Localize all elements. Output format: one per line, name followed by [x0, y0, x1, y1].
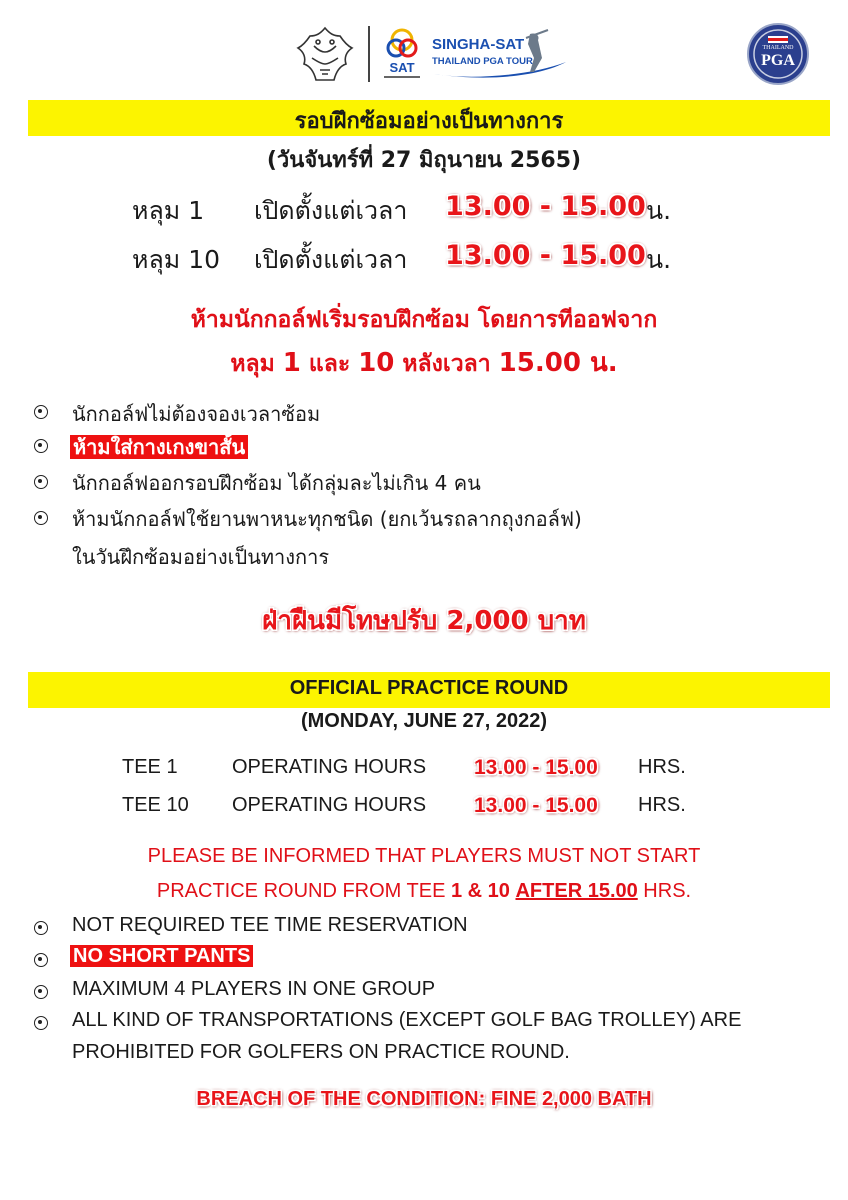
- list-item: ALL KIND OF TRANSPORTATIONS (EXCEPT GOLF BAG TROLLEY) ARE: [72, 1009, 742, 1031]
- thai-tee-unit: น.: [646, 196, 672, 225]
- list-item: [70, 431, 248, 463]
- thailand-pga-logo-icon: [746, 22, 810, 86]
- list-item: MAXIMUM 4 PLAYERS IN ONE GROUP: [72, 978, 436, 1000]
- thai-notice-text: หลังเวลา: [394, 351, 499, 377]
- thai-tee-time: 13.00 - 15.00: [445, 191, 646, 222]
- list-item: ห้ามนักกอล์ฟใช้ยานพาหนะทุกชนิด (ยกเว้นรถลากถุงกอล์ฟ): [72, 507, 582, 531]
- bullet-icon: [34, 921, 48, 935]
- thai-tee-desc: เปิดตั้งแต่เวลา: [254, 245, 408, 274]
- thai-fine: ฝ่าฝืนมีโทษปรับ 2,000 บาท: [262, 606, 586, 636]
- english-fine: BREACH OF THE CONDITION: FINE 2,000 BATH: [196, 1088, 652, 1110]
- thai-notice-text: และ: [300, 351, 359, 377]
- thai-notice-line-1: ห้ามนักกอล์ฟเริ่มรอบฝึกซ้อม โดยการทีออฟจาก: [190, 307, 658, 333]
- list-item: NOT REQUIRED TEE TIME RESERVATION: [72, 914, 468, 936]
- english-notice-tee: 1 & 10: [450, 880, 510, 902]
- thai-date: (วันจันทร์ที่ 27 มิถุนายน 2565): [266, 148, 582, 173]
- english-tee-time: 13.00 - 15.00: [474, 756, 598, 779]
- thai-emblem-icon: [292, 24, 358, 84]
- bullet-icon: [34, 1016, 48, 1030]
- english-tee-unit: HRS.: [638, 756, 686, 778]
- thai-notice-time: 15.00 น.: [498, 348, 618, 378]
- english-notice-text: HRS.: [637, 880, 692, 902]
- pga-logo-top-text: THAILAND: [762, 45, 794, 51]
- list-item: [70, 945, 253, 968]
- thai-notice-tee: 1: [282, 348, 301, 378]
- bullet-icon: [34, 405, 48, 419]
- bullet-icon: [34, 439, 48, 453]
- no-short-pants-thai: ห้ามใส่กางเกงขาสั้น: [70, 435, 248, 459]
- bullet-icon: [34, 475, 48, 489]
- bullet-icon: [34, 511, 48, 525]
- thai-tee-label: หลุม 10: [132, 245, 221, 274]
- singha-sat-logo: [430, 28, 570, 82]
- english-tee-desc: OPERATING HOURS: [232, 794, 427, 816]
- thai-notice-text: หลุม: [230, 351, 283, 377]
- english-notice-text: PRACTICE ROUND FROM TEE: [156, 880, 451, 902]
- pga-logo-text: PGA: [761, 52, 795, 69]
- thai-tee-label: หลุม 1: [132, 196, 205, 225]
- list-item: นักกอล์ฟไม่ต้องจองเวลาซ้อม: [72, 402, 321, 426]
- list-item-continuation: ในวันฝึกซ้อมอย่างเป็นทางการ: [72, 545, 330, 569]
- sat-logo-icon: [378, 26, 426, 86]
- thai-tee-unit: น.: [646, 245, 672, 274]
- singha-sat-title: SINGHA-SAT: [432, 36, 525, 53]
- thai-title-bar: [28, 100, 830, 136]
- english-notice-line-1: PLEASE BE INFORMED THAT PLAYERS MUST NOT START: [147, 845, 701, 867]
- english-tee-desc: OPERATING HOURS: [232, 756, 427, 778]
- thai-notice-tee: 10: [358, 348, 395, 378]
- logo-divider: [368, 26, 370, 82]
- english-notice-line-2: [0, 880, 848, 903]
- english-tee-label: TEE 10: [122, 794, 189, 816]
- bullet-icon: [34, 985, 48, 999]
- thailand-pga-tour-text: THAILAND PGA TOUR: [432, 56, 533, 67]
- english-title: OFFICIAL PRACTICE ROUND: [289, 677, 569, 699]
- thai-title: รอบฝึกซ้อมอย่างเป็นทางการ: [294, 109, 564, 134]
- thai-tee-time: 13.00 - 15.00: [445, 240, 646, 271]
- english-date: (MONDAY, JUNE 27, 2022): [300, 710, 548, 732]
- english-title-bar: [28, 672, 830, 708]
- english-tee-label: TEE 1: [122, 756, 178, 778]
- sat-logo-text: SAT: [389, 60, 415, 75]
- list-item-continuation: PROHIBITED FOR GOLFERS ON PRACTICE ROUND.: [72, 1041, 570, 1063]
- bullet-icon: [34, 953, 48, 967]
- thai-notice-line-2: [0, 342, 848, 383]
- no-short-pants-english: NO SHORT PANTS: [70, 945, 253, 967]
- english-notice-after: AFTER 15.00: [515, 880, 638, 902]
- english-tee-unit: HRS.: [638, 794, 686, 816]
- thai-tee-desc: เปิดตั้งแต่เวลา: [254, 196, 408, 225]
- list-item: นักกอล์ฟออกรอบฝึกซ้อม ได้กลุ่มละไม่เกิน 4 คน: [72, 471, 481, 495]
- english-tee-time: 13.00 - 15.00: [474, 794, 598, 817]
